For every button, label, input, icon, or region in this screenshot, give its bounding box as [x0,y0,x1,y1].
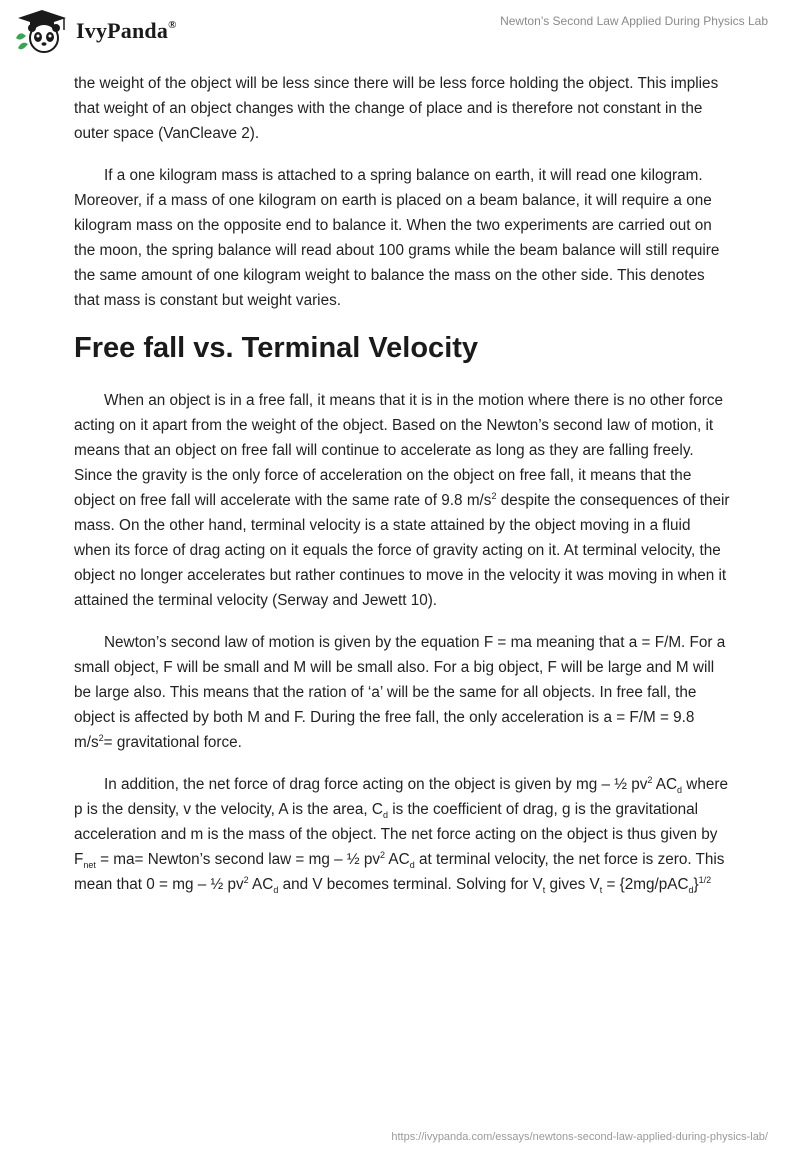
brand-name: IvyPanda® [76,18,177,43]
page-header [0,0,800,64]
paragraph-spring-balance: If a one kilogram mass is attached to a spring balance on earth, it will read one kilogram. Moreover, if a mass of one kilogram on earth is placed on a beam balance, it will require a one kilogram mass on the opposite end to balance it. When the two experiments are carried out on the moon, the spring balance will read about 100 grams while the beam balance will still require the same amount of one kilogram weight to balance the mass on the other side. This denotes that mass is constant but weight varies. [74,167,720,309]
panda-logo-icon [14,8,70,54]
article-body [74,71,730,914]
paragraph-free-fall: When an object is in a free fall, it means that it is in the motion where there is no other force acting on it apart from the weight of the object. Based on the Newton’s second law of motion, it means that an object on free fall will continue to accelerate as long as they are falling freely. Since the gravity is the only force of acceleration on the object on free fall, it means that the object on free fall will accelerate with the same rate of 9.8 $m/s^2$ despite the consequences of their mass. On the other hand, terminal velocity is a state attained by the object moving in a fluid when its force of drag acting on it equals the force of gravity acting on it. At terminal velocity, the object no longer accelerates but rather continues to move in the velocity it was moving in when it attained the terminal velocity (Serway and Jewett 10). [74,392,730,609]
paragraph-second-law: Newton’s second law of motion is given by the equation F = ma meaning that a = F/M. For a small object, F will be small and M will be small also. For a big object, F will be large and M will be large also. This means that the ration of ‘a’ will be the same for all objects. In free fall, the object is affected by both M and F. During the free fall, the only acceleration is a = F/M = 9.8 $m/s^2=$ gravitational force. [74,634,726,751]
paragraph-drag-force: In addition, the net force of drag force acting on the object is given by mg – ½ $pv^2$ $AC_d$ where p is the density, v the velocity, A is the area, $C_d$ is the coefficient of drag, g is the gravitational acceleration and m is the mass of the object. The net force acting on the object is thus given by $F_{net} = ma=$ Newton’s second law = mg – ½ $pv^2$ $AC_d$ at terminal velocity, the net force is zero. This mean that 0 = mg – ½ $pv^2$ $AC_d$ and V becomes terminal. Solving for $V_t$ gives $V_t = \{2mg/pAC_d\}^{1/2}$ [74,774,728,896]
brand-logo[interactable] [14,8,177,54]
section-heading: Free fall vs. Terminal Velocity [74,332,479,364]
source-url[interactable]: https://ivypanda.com/essays/newtons-second-law-applied-during-physics-lab/ [391,1131,768,1143]
document-title: Newton’s Second Law Applied During Physics Lab [500,14,768,28]
paragraph-weight-changes: the weight of the object will be less since there will be less force holding the object. This implies that weight of an object changes with the change of place and is therefore not constant in the outer space (VanCleave 2). [74,75,719,142]
